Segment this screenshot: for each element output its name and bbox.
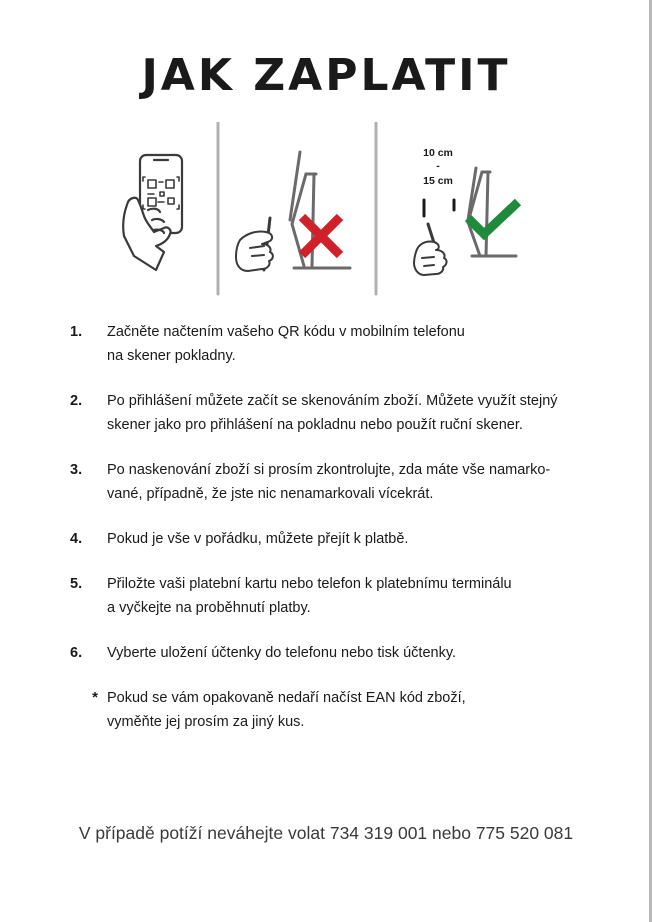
page-title: JAK ZAPLATIT: [141, 50, 511, 101]
step-number: 5.: [70, 576, 83, 592]
step-item: [70, 527, 610, 551]
step-text-line: Přiložte vaši platební kartu nebo telefon k platebnímu terminálu: [107, 576, 512, 592]
step-text: [107, 458, 550, 506]
step-item: [70, 320, 610, 368]
note-text-line: Pokud se vám opakovaně nedaří načíst EAN kód zboží,: [107, 690, 466, 706]
step-text-line: vané, případně, že jste nic nenamarkovali vícekrát.: [107, 486, 434, 502]
contact-line: V případě potíží neváhejte volat 734 319 001 nebo 775 520 081: [78, 823, 574, 843]
step-number: 3.: [70, 462, 83, 478]
step-text-line: skener jako pro přihlášení na pokladnu nebo použít ruční skener.: [107, 417, 523, 433]
step-text: [107, 527, 408, 551]
step-number: 1.: [70, 324, 83, 340]
step-text-line: Vyberte uložení účtenky do telefonu nebo tisk účtenky.: [107, 645, 457, 661]
step-text-line: Začněte načtením vašeho QR kódu v mobilním telefonu: [107, 324, 465, 340]
hand-scanner-icon-close: [236, 218, 273, 271]
distance-bottom-label: 15 cm: [423, 175, 453, 187]
steps-list: [70, 320, 610, 755]
illustration-strip: [110, 122, 540, 298]
step-item: [70, 572, 610, 620]
distance-indicator: [424, 200, 454, 216]
step-number: 6.: [70, 645, 83, 661]
note-item: [70, 686, 610, 734]
step-text: [107, 389, 558, 437]
step-text: [107, 320, 465, 368]
step-item: [70, 641, 610, 665]
note-asterisk: *: [92, 689, 98, 706]
note-text: [107, 686, 466, 734]
step-text-line: na skener pokladny.: [107, 348, 236, 364]
step-text-line: Pokud je vše v pořádku, můžete přejít k platbě.: [107, 531, 409, 547]
step-text-line: Po naskenování zboží si prosím zkontrolujte, zda máte vše namarko-: [107, 462, 551, 478]
cross-icon: [302, 217, 340, 255]
step-text: [107, 572, 512, 620]
phone-qr-icon: [123, 155, 182, 270]
distance-separator: -: [436, 160, 440, 172]
step-text-line: a vyčkejte na proběhnutí platby.: [107, 600, 311, 616]
step-item: [70, 389, 610, 437]
step-text: [107, 641, 456, 665]
step-text-line: Po přihlášení můžete začít se skenováním zboží. Můžete využít stejný: [107, 393, 558, 409]
check-icon: [468, 202, 518, 234]
hand-scanner-icon-far: [414, 224, 447, 275]
step-number: 4.: [70, 531, 83, 547]
step-number: 2.: [70, 393, 83, 409]
step-item: [70, 458, 610, 506]
distance-top-label: 10 cm: [423, 147, 453, 159]
note-text-line: vyměňte jej prosím za jiný kus.: [107, 714, 305, 730]
